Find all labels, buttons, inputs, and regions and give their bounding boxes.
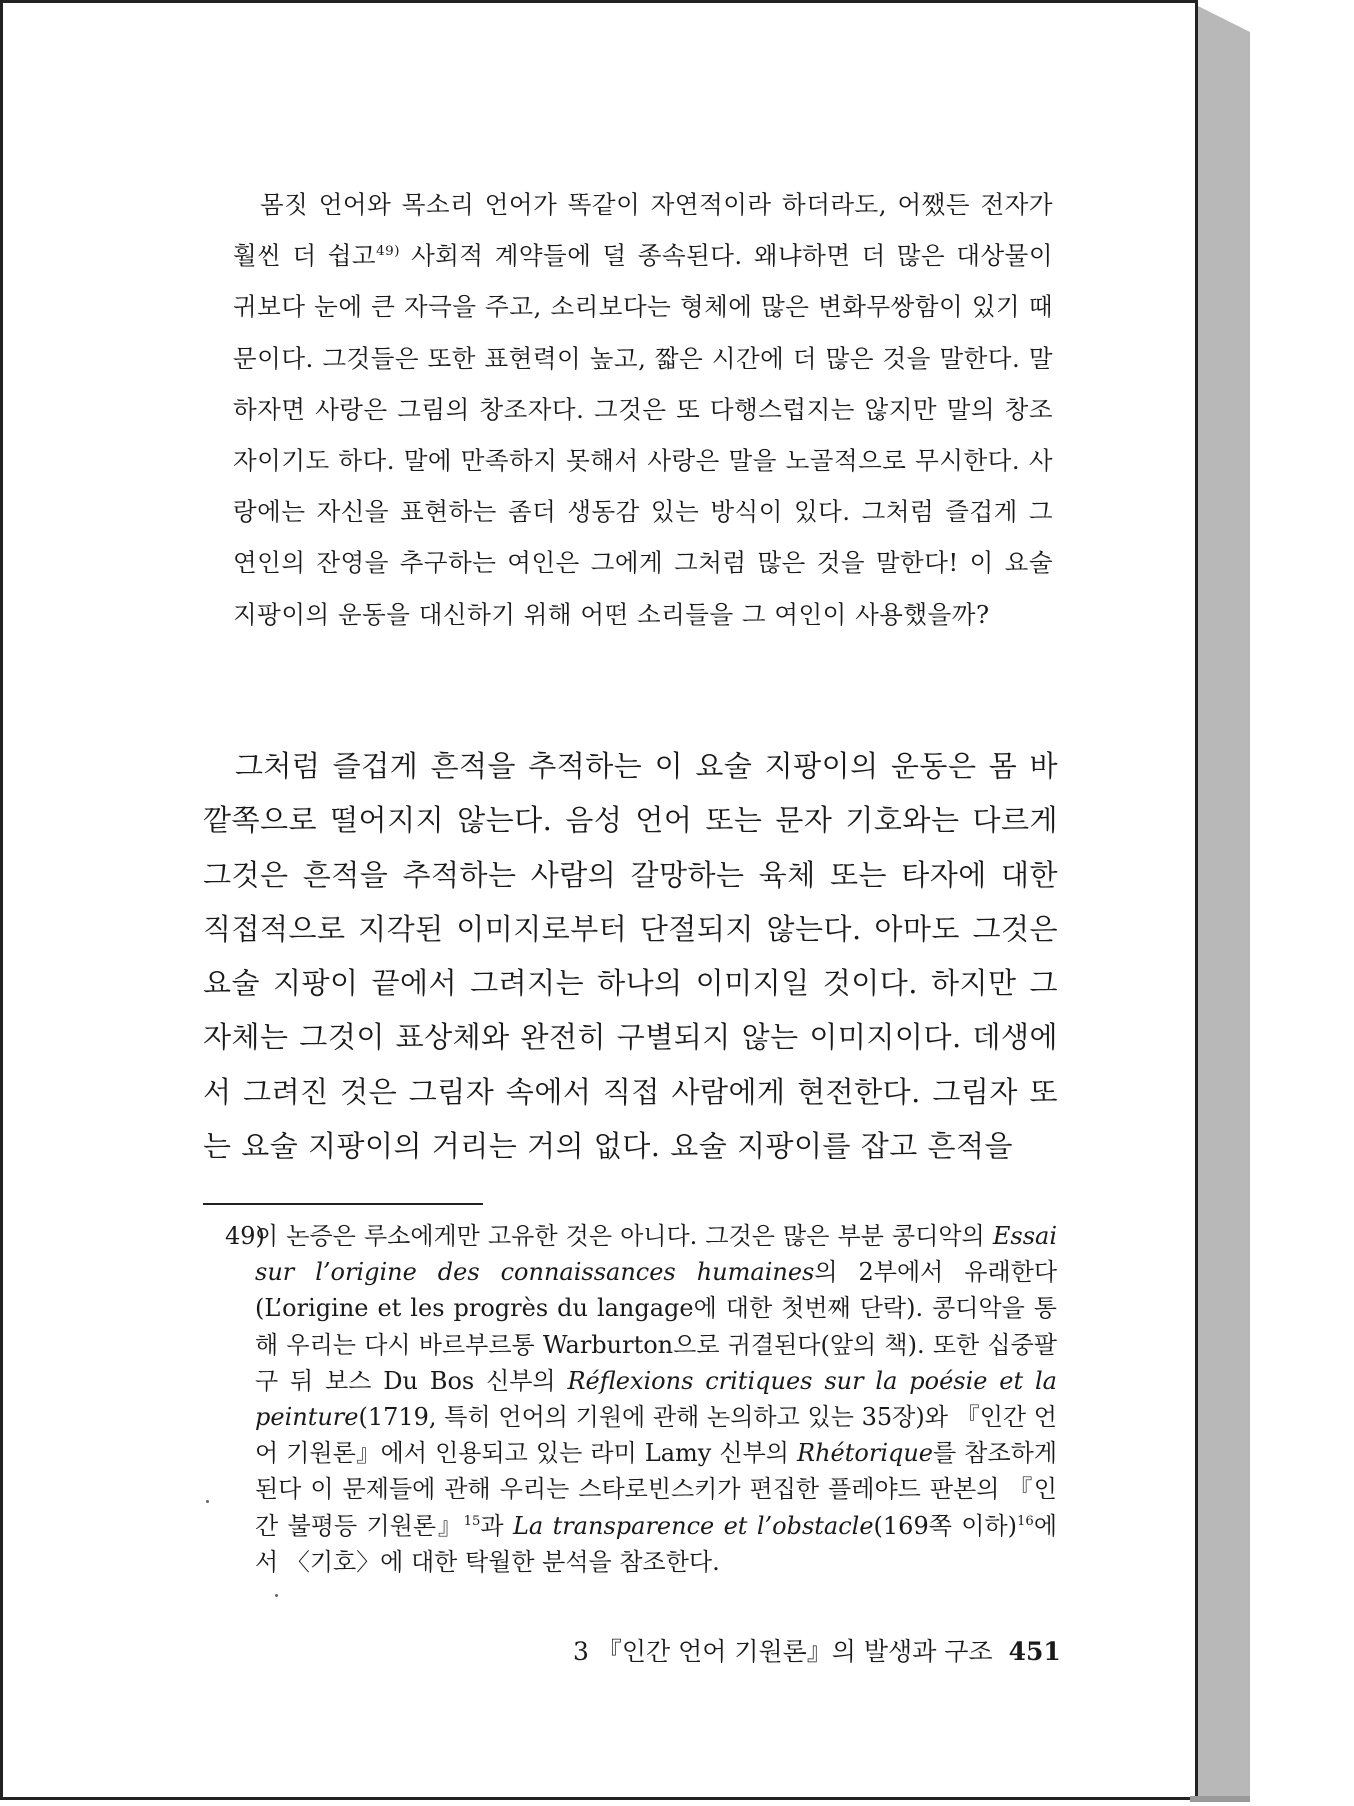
page-edge-shadow (1198, 6, 1250, 1802)
running-footer (573, 1635, 1061, 1669)
footnote-text-3: (1719, 특히 언어의 기원에 관해 논의하고 있는 35장)와 『인간 언어 기원론』에서 인용되고 있는 라미 Lamy 신부의 (255, 1403, 1057, 1468)
footnote-sup-15: 15 (463, 1513, 481, 1529)
footnote-divider (203, 1203, 483, 1205)
page-number: 451 (1008, 1637, 1061, 1666)
quote-text-part1: 몸짓 언어와 목소리 언어가 똑같이 자연적이라 하더라도, 어쨌든 전자가 훨씬 더 쉽고 (233, 190, 1053, 271)
quote-text-part2: 사회적 계약들에 덜 종속된다. 왜냐하면 더 많은 대상물이 귀보다 눈에 큰 자극을 주고, 소리보다는 형체에 많은 변화무쌍함이 있기 때문이다. 그것들은 또한 표현력이 높고, 짧은 시간에 더 많은 것을 말한다. 말하자면 사랑은 그림의 창조자다. 그것은 또 다행스럽지는 않지만 말의 창조자이기도 하다. 말에 만족하지 못해서 사랑은 말을 노골적으로 무시한다. 사랑에는 자신을 표현하는 좀더 생동감 있는 방식이 있다. 그처럼 즐겁게 그 연인의 잔영을 추구하는 여인은 그에게 그처럼 많은 것을 말한다! 이 요술 지팡이의 운동을 대신하기 위해 어떤 소리들을 그 여인이 사용했을까? (233, 241, 1053, 629)
footnote-text-6: (169쪽 이하) (873, 1511, 1018, 1540)
block-quote (233, 179, 1053, 640)
body-paragraph: 그처럼 즐겁게 흔적을 추적하는 이 요술 지팡이의 운동은 몸 바깥쪽으로 떨어지지 않는다. 음성 언어 또는 문자 기호와는 다르게 그것은 흔적을 추적하는 사람의 갈망하는 육체 또는 타자에 대한 직접적으로 지각된 이미지로부터 단절되지 않는다. 아마도 그것은 요술 지팡이 끝에서 그려지는 하나의 이미지일 것이다. 하지만 그 자체는 그것이 표상체와 완전히 구별되지 않는 이미지이다. 데생에서 그려진 것은 그림자 속에서 직접 사람에게 현전한다. 그림자 또는 요술 지팡이의 거리는 거의 없다. 요술 지팡이를 잡고 흔적을 (203, 749, 1058, 1164)
footnote-text-7: 에서 〈기호〉에 대한 탁월한 분석을 참조한다. (255, 1511, 1057, 1576)
footnote-title-transparence: La transparence et l’obstacle (512, 1511, 874, 1540)
scan-speck (275, 1594, 278, 1597)
footnote-body (225, 1218, 1057, 1580)
footnote-number: 49) (225, 1222, 265, 1250)
footnote-title-reflexions: Réflexions critiques sur la poésie et la peinture (255, 1366, 1057, 1432)
footnote-title-essai: Essai sur l’origine des connaissances humaines (255, 1222, 1057, 1287)
footnote-49 (225, 1218, 1057, 1580)
footnote-text-4: 를 참조하게 된다 이 문제들에 관해 우리는 스타로빈스키가 편집한 플레야드 판본의 『인간 불평등 기원론』 (255, 1439, 1057, 1540)
page-edge-shadow-bottom (1190, 1796, 1250, 1802)
scan-speck (206, 1500, 209, 1503)
footnote-sup-16: 16 (1017, 1513, 1034, 1529)
footnote-text-2: 의 2부에서 유래한다(L’origine et les progrès du langage에 대한 첫번째 단락). 콩디악을 통해 우리는 다시 바르부르통 Warburton으로 귀결된다(앞의 책). 또한 십중팔구 뒤 보스 Du Bos 신부의 (255, 1258, 1057, 1395)
footnote-title-rhetorique: Rhétorique (797, 1439, 934, 1468)
footnote-text-5: 과 (480, 1511, 513, 1540)
footnote-reference-49[interactable]: 49) (376, 243, 400, 260)
chapter-title: 3 『인간 언어 기원론』의 발생과 구조 (573, 1637, 993, 1666)
footnote-text-1: 이 논증은 루소에게만 고유한 것은 아니다. 그것은 많은 부분 콩디악의 (255, 1222, 993, 1251)
